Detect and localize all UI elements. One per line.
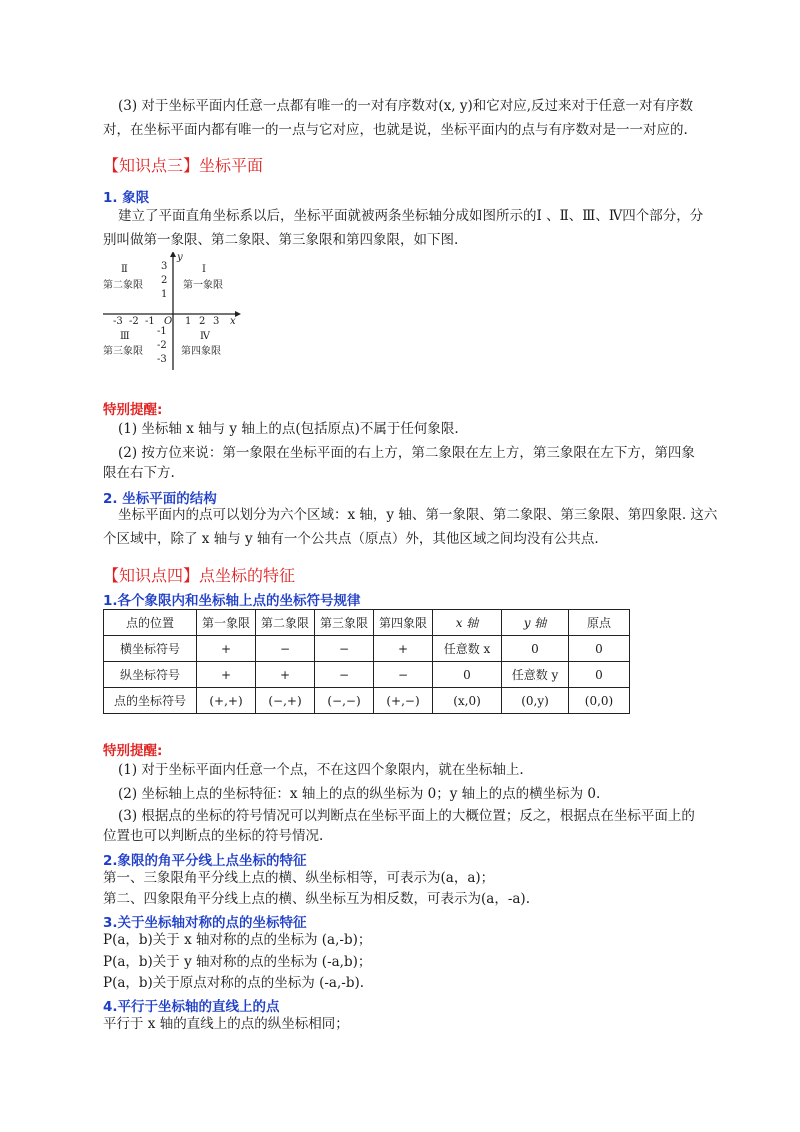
quadrant-2-number: Ⅱ [121,264,128,275]
table-cell: 任意数 x [433,636,502,662]
table-cell: + [256,662,315,688]
table-header-cell: 第二象限 [256,610,315,636]
y-axis-label: y [177,252,183,263]
table-cell: + [197,636,256,662]
quadrant-2-name: 第二象限 [103,280,143,291]
table-header-row [104,610,630,636]
subheading-quadrants: 1. 象限 [103,190,150,206]
y-tick-3: 3 [161,261,168,272]
quadrants-para-2: 别叫做第一象限、第二象限、第三象限和第四象限，如下图. [103,232,459,248]
quadrant-3-number: Ⅲ [120,331,130,342]
table-row [104,688,630,714]
quadrant-4-name: 第四象限 [181,346,221,357]
x-axis-arrow [235,311,241,317]
table-header-cell: y 轴 [502,610,569,636]
x-tick-1: 1 [185,316,192,327]
parallel-line-1: 平行于 x 轴的直线上的点的纵坐标相同； [103,1016,349,1032]
table-row [104,662,630,688]
section-title-kp4: 【知识点四】点坐标的特征 [103,566,296,585]
table-cell: 纵坐标符号 [104,662,197,688]
table-header-cell: 第四象限 [374,610,433,636]
table-header-cell: 第三象限 [315,610,374,636]
subheading-parallel-lines: 4.平行于坐标轴的直线上的点 [103,999,280,1015]
subheading-symmetry: 3.关于坐标轴对称的点的坐标特征 [103,915,307,931]
table-cell: 任意数 y [502,662,569,688]
table-header-cell: 原点 [569,610,630,636]
structure-para-2: 个区域中，除了 x 轴与 y 轴有一个公共点（原点）外，其他区域之间均没有公共点. [103,531,599,547]
reminder-2-item-1: (1) 对于坐标平面内任意一个点，不在这四个象限内，就在坐标轴上. [118,762,524,778]
table-cell: − [315,662,374,688]
bisector-line-1: 第一、三象限角平分线上点的横、纵坐标相等，可表示为(a，a)； [103,870,495,886]
table-cell: (+,+) [197,688,256,714]
quadrant-3-name: 第三象限 [103,346,143,357]
reminder-1-item-2a: (2) 按方位来说：第一象限在坐标平面的右上方，第二象限在左上方，第三象限在左下方，第四象 [118,445,695,461]
table-header-cell: 第一象限 [197,610,256,636]
table-cell: (x,0) [433,688,502,714]
table-cell: (−,+) [256,688,315,714]
y-tick-1: 1 [161,289,168,300]
table-cell: 0 [433,662,502,688]
table-cell: 横坐标符号 [104,636,197,662]
table-cell: (+,−) [374,688,433,714]
x-tick-neg3: -3 [113,316,123,327]
table-cell: (0,y) [502,688,569,714]
x-axis-label: x [230,316,236,327]
reminder-1-item-1: (1) 坐标轴 x 轴与 y 轴上的点(包括原点)不属于任何象限. [118,421,459,437]
x-tick-3: 3 [213,316,220,327]
table-cell: 0 [569,636,630,662]
x-tick-2: 2 [199,316,206,327]
table-cell: 点的坐标符号 [104,688,197,714]
subheading-structure: 2. 坐标平面的结构 [103,491,217,507]
intro-line-2: 对，在坐标平面内都有唯一的一点与它对应，也就是说，坐标平面内的点与有序数对是一一对应的. [103,122,688,138]
reminder-2-item-3b: 位置也可以判断点的坐标的符号情况. [103,828,324,844]
y-tick-neg1: -1 [157,326,167,337]
coordinate-sign-table [103,609,630,714]
table-cell: − [315,636,374,662]
quadrant-1-name: 第一象限 [183,280,223,291]
table-cell: + [197,662,256,688]
reminder-title-2: 特别提醒: [103,743,163,759]
quadrant-1-number: Ⅰ [202,264,206,275]
table-cell: 0 [569,662,630,688]
x-tick-neg2: -2 [129,316,139,327]
y-axis-arrow [170,252,176,257]
table-cell: − [256,636,315,662]
origin-label: O [164,316,173,327]
reminder-1-item-2b: 限在右下方. [103,465,175,481]
quadrants-para-1: 建立了平面直角坐标系以后，坐标平面就被两条坐标轴分成如图所示的Ⅰ 、Ⅱ、Ⅲ、Ⅳ四个部分，分 [118,208,704,224]
table-cell: + [374,636,433,662]
table-cell: 0 [502,636,569,662]
reminder-2-item-2: (2) 坐标轴上点的坐标特征：x 轴上的点的纵坐标为 0；y 轴上的点的横坐标为 0. [118,786,601,802]
symmetry-line-1: P(a，b)关于 x 轴对称的点的坐标为 (a,-b)； [103,932,372,948]
y-tick-2: 2 [161,275,168,286]
table-header-cell: x 轴 [433,610,502,636]
table-cell: (0,0) [569,688,630,714]
intro-line-1: (3) 对于坐标平面内任意一点都有唯一的一对有序数对(x, y)和它对应,反过来对于任意一对有序数 [118,98,694,114]
y-tick-neg3: -3 [157,354,167,365]
structure-para-1: 坐标平面内的点可以划分为六个区域：x 轴，y 轴、第一象限、第二象限、第三象限、第四象限. 这六 [118,507,718,523]
bisector-line-2: 第二、四象限角平分线上点的横、纵坐标互为相反数，可表示为(a，-a). [103,891,530,907]
subheading-bisectors: 2.象限的角平分线上点坐标的特征 [103,853,307,869]
quadrant-4-number: Ⅳ [200,331,210,342]
subheading-sign-rules: 1.各个象限内和坐标轴上点的坐标符号规律 [103,593,361,609]
y-tick-neg2: -2 [157,340,167,351]
reminder-2-item-3a: (3) 根据点的坐标的符号情况可以判断点在坐标平面上的大概位置；反之，根据点在坐标平面上的 [118,808,695,824]
table-cell: (−,−) [315,688,374,714]
x-tick-neg1: -1 [145,316,155,327]
table-row [104,636,630,662]
table-cell: − [374,662,433,688]
reminder-title-1: 特别提醒: [103,402,163,418]
section-title-kp3: 【知识点三】坐标平面 [103,156,264,175]
symmetry-line-3: P(a，b)关于原点对称的点的坐标为 (-a,-b). [103,975,365,991]
table-header-cell: 点的位置 [104,610,197,636]
symmetry-line-2: P(a，b)关于 y 轴对称的点的坐标为 (-a,b)； [103,954,372,970]
coordinate-plane-figure [103,252,243,372]
